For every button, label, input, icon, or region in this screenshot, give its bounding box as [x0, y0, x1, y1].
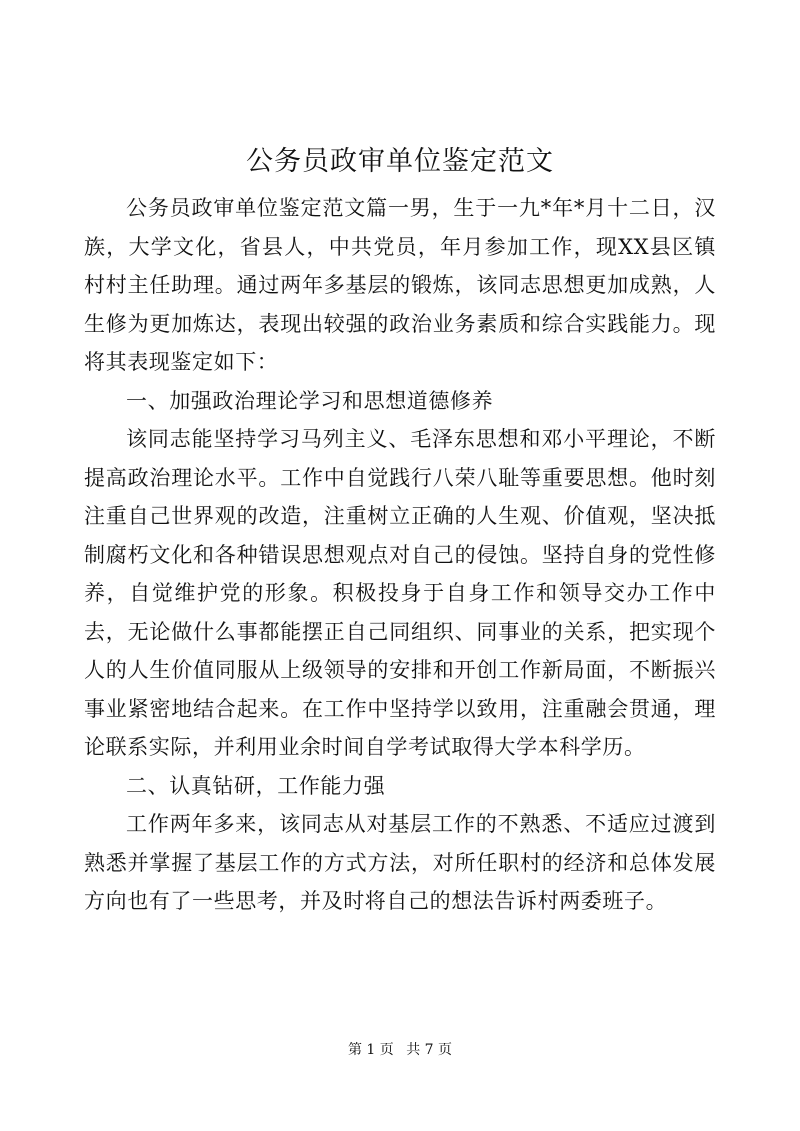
page-footer [0, 1040, 800, 1060]
intro-paragraph: 公务员政审单位鉴定范文篇一男，生于一九*年*月十二日，汉族，大学文化，省县人，中共党员，年月参加工作，现XX县区镇村村主任助理。通过两年多基层的锻炼，该同志思想更加成熟，人生修为更加炼达，表现出较强的政治业务素质和综合实践能力。现将其表现鉴定如下： [84, 196, 716, 374]
page-number: 第 1 页 [347, 1042, 394, 1058]
section-paragraph-2: 工作两年多来，该同志从对基层工作的不熟悉、不适应过渡到熟悉并掌握了基层工作的方式方法，对所任职村的经济和总体发展方向也有了一些思考，并及时将自己的想法告诉村两委班子。 [84, 812, 716, 913]
section-heading-1: 一、加强政治理论学习和思想道德修养 [126, 388, 494, 413]
page-total: 共 7 页 [406, 1042, 453, 1058]
document-body [84, 189, 716, 921]
section-heading-2: 二、认真钻研，工作能力强 [126, 773, 386, 798]
document-title: 公务员政审单位鉴定范文 [246, 146, 554, 177]
section-paragraph-1: 该同志能坚持学习马列主义、毛泽东思想和邓小平理论，不断提高政治理论水平。工作中自觉践行八荣八耻等重要思想。他时刻注重自己世界观的改造，注重树立正确的人生观、价值观，坚决抵制腐朽文化和各种错误思想观点对自己的侵蚀。坚持自身的党性修养，自觉维护党的形象。积极投身于自身工作和领导交办工作中去，无论做什么事都能摆正自己同组织、同事业的关系，把实现个人的人生价值同服从上级领导的安排和开创工作新局面，不断振兴事业紧密地结合起来。在工作中坚持学以致用，注重融会贯通，理论联系实际，并利用业余时间自学考试取得大学本科学历。 [84, 427, 716, 759]
